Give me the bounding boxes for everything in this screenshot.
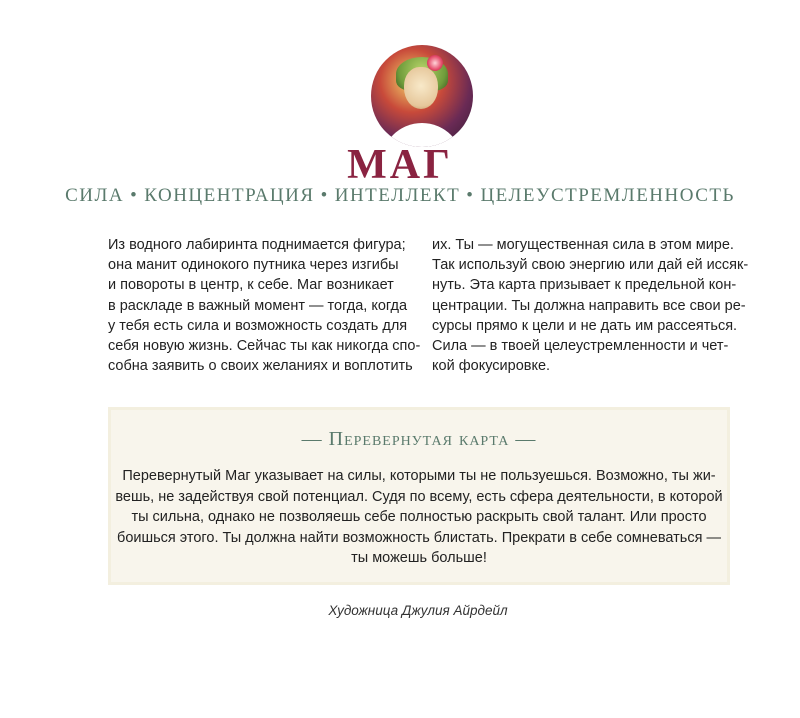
text-line: вешь, не задействуя свой потенциал. Судя по всему, есть сфера деятельности, в которой bbox=[115, 488, 723, 505]
text-line: Так используй свою энергию или дай ей иссяк- bbox=[432, 257, 749, 274]
keyword: ЦЕЛЕУСТРЕМЛЕННОСТЬ bbox=[480, 185, 735, 206]
text-line: собна заявить о своих желаниях и воплотить bbox=[108, 358, 413, 375]
illustration-flower bbox=[427, 55, 443, 71]
text-line: Сила — в твоей целеустремленности и чет- bbox=[432, 338, 729, 355]
keyword: КОНЦЕНТРАЦИЯ bbox=[144, 185, 315, 206]
card-illustration bbox=[371, 45, 473, 147]
text-line: боишься этого. Ты должна найти возможность блистать. Прекрати в себе сомневаться — bbox=[117, 529, 721, 546]
text-line: Перевернутый Маг указывает на силы, которыми ты не пользуешься. Возможно, ты жи- bbox=[122, 468, 716, 484]
card-keywords bbox=[0, 185, 800, 207]
text-line: нуть. Эта карта призывает к предельной кон- bbox=[432, 277, 737, 294]
keyword-separator: • bbox=[130, 185, 139, 206]
card-title: МАГ bbox=[347, 142, 453, 188]
keyword: ИНТЕЛЛЕКТ bbox=[334, 185, 461, 206]
text-line: кой фокусировке. bbox=[432, 358, 551, 375]
text-line: ты сильна, однако не позволяешь себе полностью раскрыть свой талант. Или просто bbox=[131, 509, 707, 525]
text-line: ты можешь больше! bbox=[351, 550, 487, 566]
keyword-separator: • bbox=[466, 185, 475, 206]
reversed-card-heading: — Перевернутая карта — bbox=[301, 428, 537, 450]
text-line: себя новую жизнь. Сейчас ты как никогда спо- bbox=[108, 338, 421, 355]
description-column-right bbox=[432, 235, 749, 376]
illustration-face bbox=[404, 67, 438, 109]
reversed-card-text bbox=[108, 466, 730, 569]
text-line: сурсы прямо к цели и не дать им рассеяться. bbox=[432, 317, 738, 334]
keyword-separator: • bbox=[320, 185, 329, 206]
text-line: Из водного лабиринта поднимается фигура; bbox=[108, 237, 406, 253]
text-line: в раскладе в важный момент — тогда, когда bbox=[108, 297, 408, 314]
text-line: у тебя есть сила и возможность создать для bbox=[108, 317, 408, 334]
artist-credit: Художница Джулия Айрдейл bbox=[328, 603, 508, 618]
description-column-left bbox=[108, 235, 421, 376]
text-line: и повороты в центр, к себе. Маг возникает bbox=[108, 277, 394, 294]
text-line: она манит одинокого путника через изгибы bbox=[108, 257, 399, 274]
keyword: СИЛА bbox=[65, 185, 125, 206]
text-line: их. Ты — могущественная сила в этом мире. bbox=[432, 237, 734, 253]
text-line: центрации. Ты должна направить все свои ре- bbox=[432, 297, 746, 314]
